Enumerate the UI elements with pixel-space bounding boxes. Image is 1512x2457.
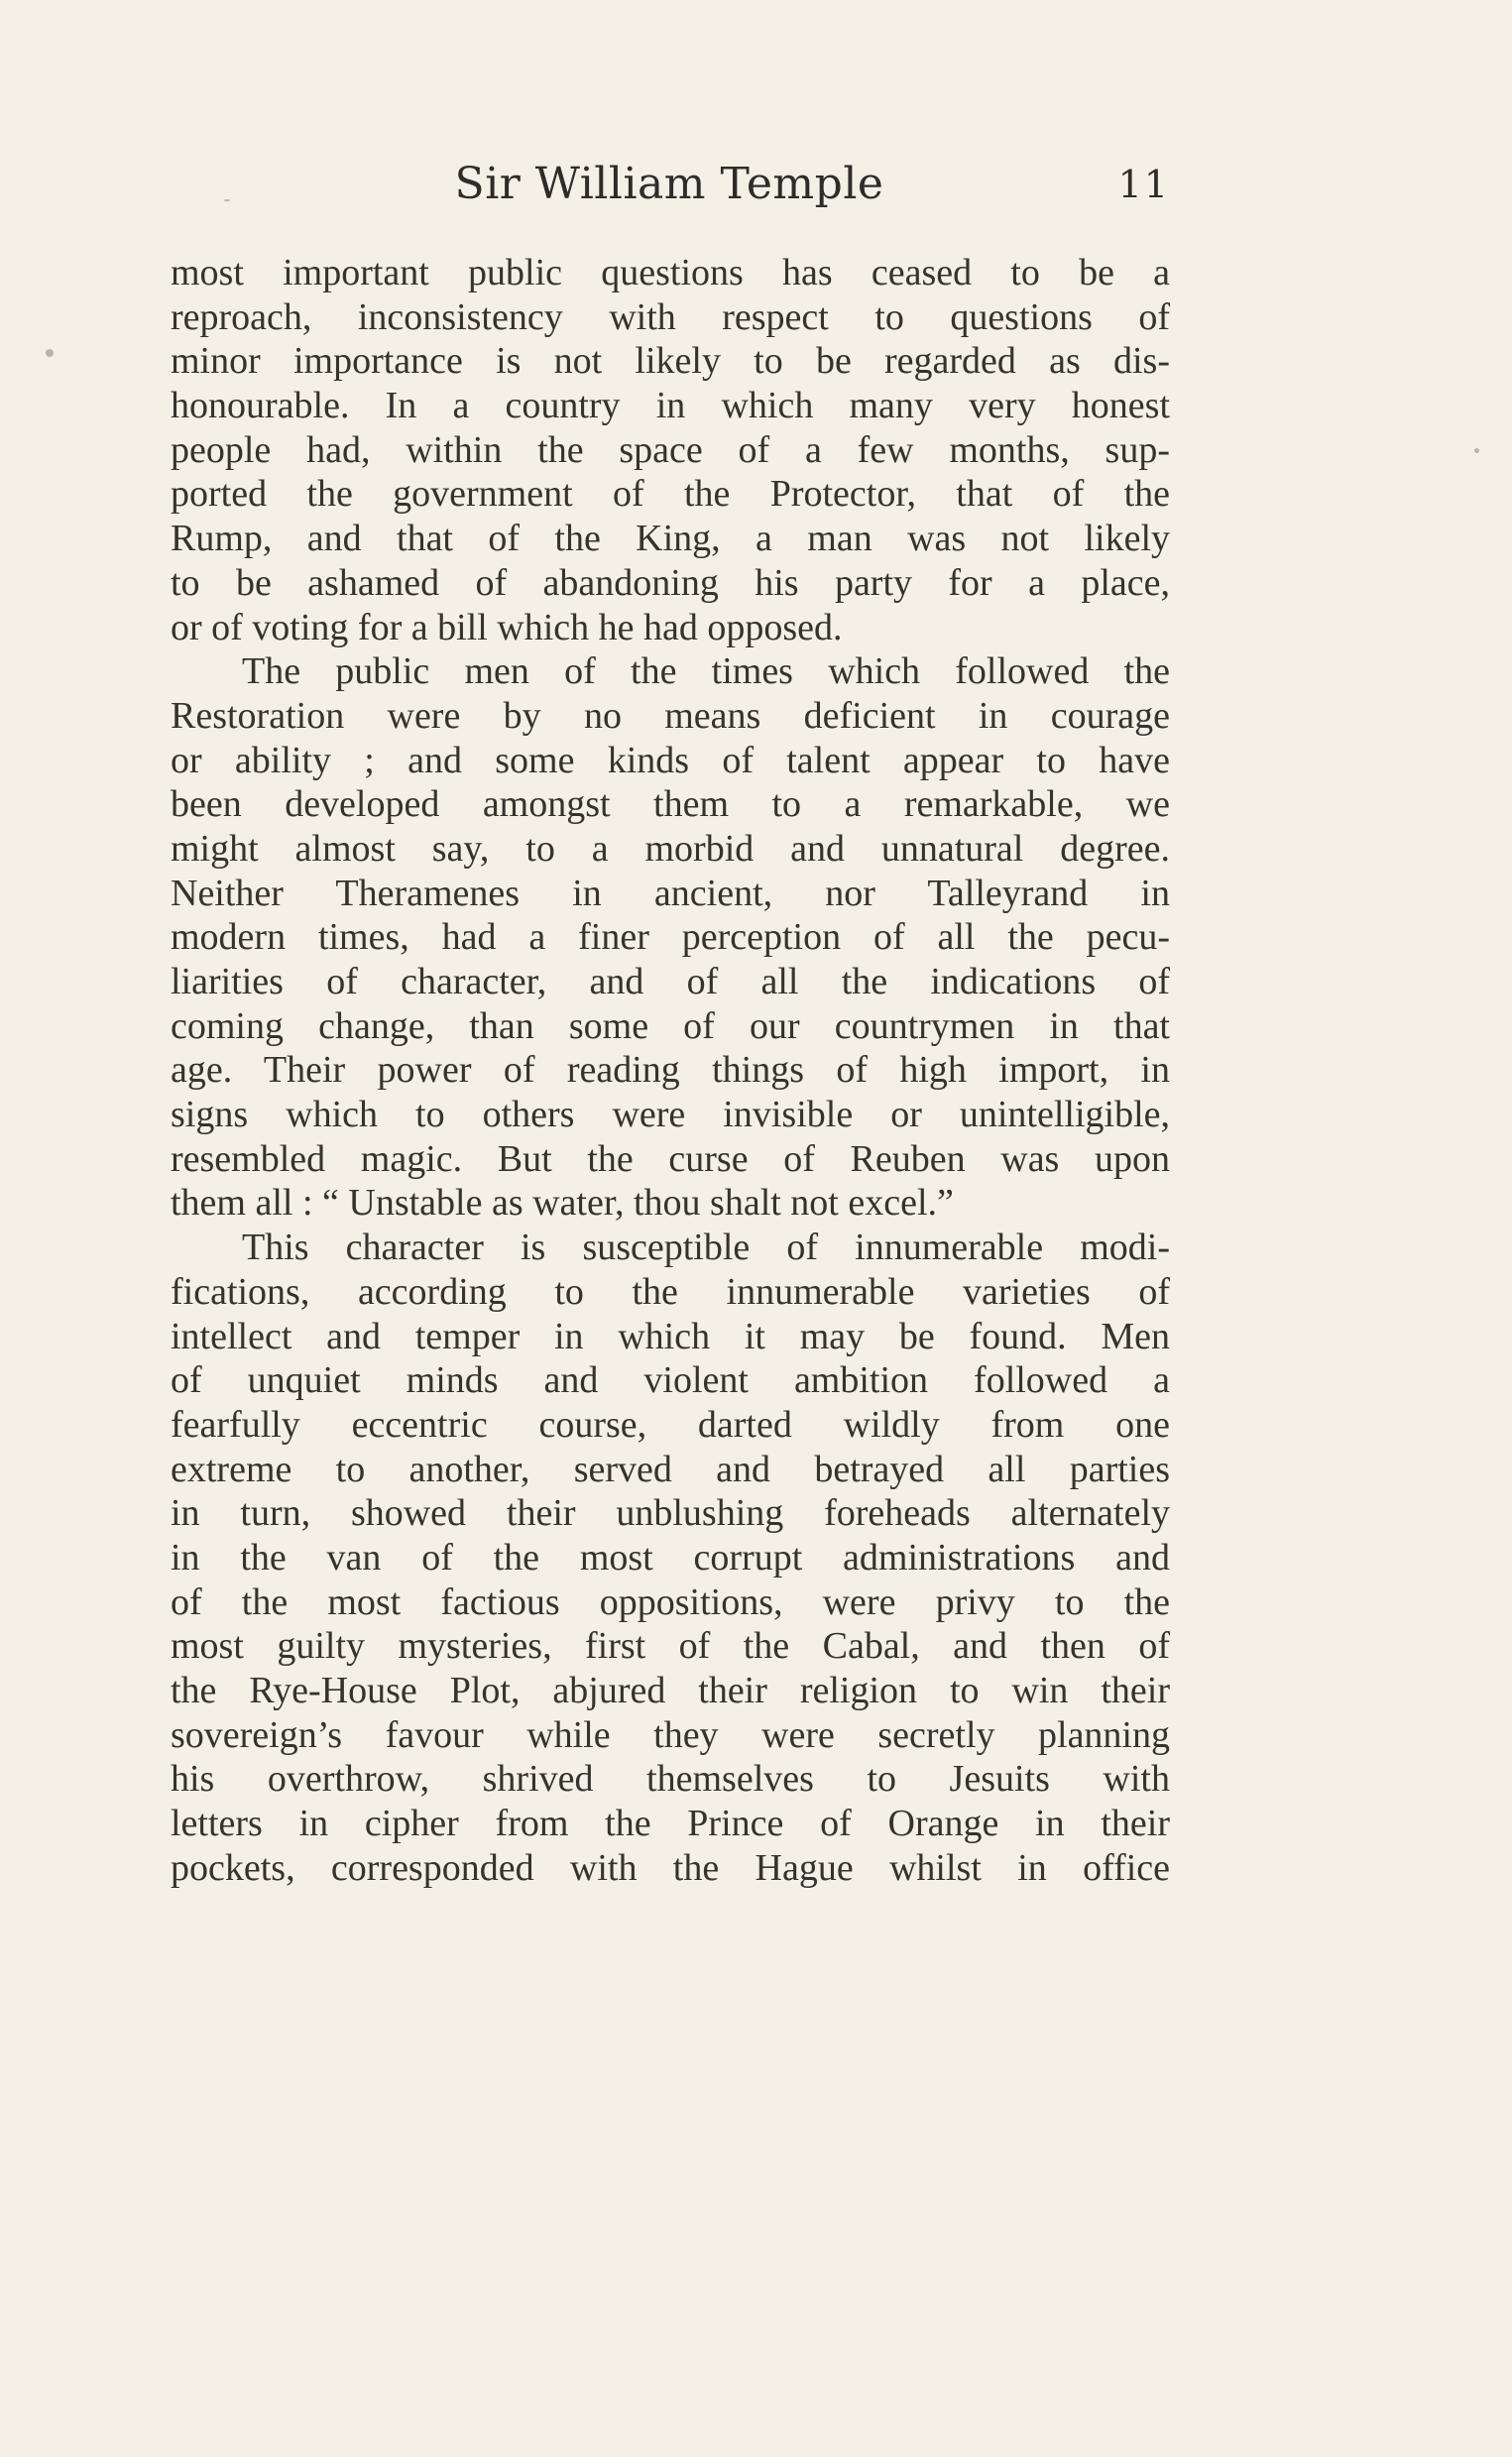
text-line: of unquiet minds and violent ambition followed a xyxy=(171,1359,1170,1402)
body-text xyxy=(171,251,1170,1890)
text-line: reproach, inconsistency with respect to questions of xyxy=(171,295,1170,338)
text-line: resembled magic. But the curse of Reuben was upon xyxy=(171,1137,1170,1180)
text-line: This character is susceptible of innumerable modi- xyxy=(242,1227,1170,1269)
text-line: extreme to another, served and betrayed all parties xyxy=(171,1448,1170,1490)
text-line: his overthrow, shrived themselves to Jesuits with xyxy=(171,1758,1170,1801)
paper-speck xyxy=(1474,448,1479,453)
text-line: Restoration were by no means deficient in courage xyxy=(171,694,1170,737)
text-line: fearfully eccentric course, darted wildly from one xyxy=(171,1403,1170,1446)
text-line: signs which to others were invisible or unintelligible, xyxy=(171,1094,1170,1136)
page-header xyxy=(169,159,1170,228)
text-line: to be ashamed of abandoning his party for a place, xyxy=(171,561,1170,604)
text-line: in turn, showed their unblushing foreheads alternately xyxy=(171,1492,1170,1535)
page-number: 11 xyxy=(1117,163,1170,206)
text-line: or ability ; and some kinds of talent appear to have xyxy=(171,739,1170,781)
text-line: The public men of the times which followed the xyxy=(242,650,1170,693)
text-line: most important public questions has ceased to be a xyxy=(171,252,1170,293)
paper-speck xyxy=(224,199,230,201)
text-line: people had, within the space of a few months, sup- xyxy=(171,428,1170,471)
text-line: ported the government of the Protector, that of the xyxy=(171,473,1170,516)
text-line: Rump, and that of the King, a man was not likely xyxy=(171,518,1170,560)
running-title: Sir William Temple xyxy=(454,159,884,209)
text-line: them all : “ Unstable as water, thou shalt not excel.” xyxy=(171,1182,954,1225)
text-line: fications, according to the innumerable varieties of xyxy=(171,1270,1170,1313)
text-line: of the most factious oppositions, were privy to the xyxy=(171,1580,1170,1623)
text-line: age. Their power of reading things of high import, in xyxy=(171,1049,1170,1092)
text-line: coming change, than some of our countrymen in that xyxy=(171,1004,1170,1047)
text-line: in the van of the most corrupt administrations and xyxy=(171,1536,1170,1579)
text-line: intellect and temper in which it may be found. Men xyxy=(171,1315,1170,1357)
text-line: modern times, had a finer perception of all the pecu- xyxy=(171,916,1170,959)
paper-speck xyxy=(46,349,54,357)
text-line: or of voting for a bill which he had opposed. xyxy=(171,606,843,648)
text-line: pockets, corresponded with the Hague whilst in office xyxy=(171,1846,1170,1889)
text-line: honourable. In a country in which many very honest xyxy=(171,385,1170,427)
text-line: minor importance is not likely to be regarded as dis- xyxy=(171,340,1170,383)
text-line: Neither Theramenes in ancient, nor Talleyrand in xyxy=(171,872,1170,914)
text-line: letters in cipher from the Prince of Orange in their xyxy=(171,1803,1170,1845)
text-line: the Rye-House Plot, abjured their religion to win their xyxy=(171,1670,1170,1711)
text-line: liarities of character, and of all the indications of xyxy=(171,961,1170,1002)
text-line: been developed amongst them to a remarkable, we xyxy=(171,783,1170,826)
text-line: sovereign’s favour while they were secretly planning xyxy=(171,1713,1170,1756)
text-line: most guilty mysteries, first of the Cabal, and then of xyxy=(171,1625,1170,1668)
text-line: might almost say, to a morbid and unnatural degree. xyxy=(171,827,1170,870)
